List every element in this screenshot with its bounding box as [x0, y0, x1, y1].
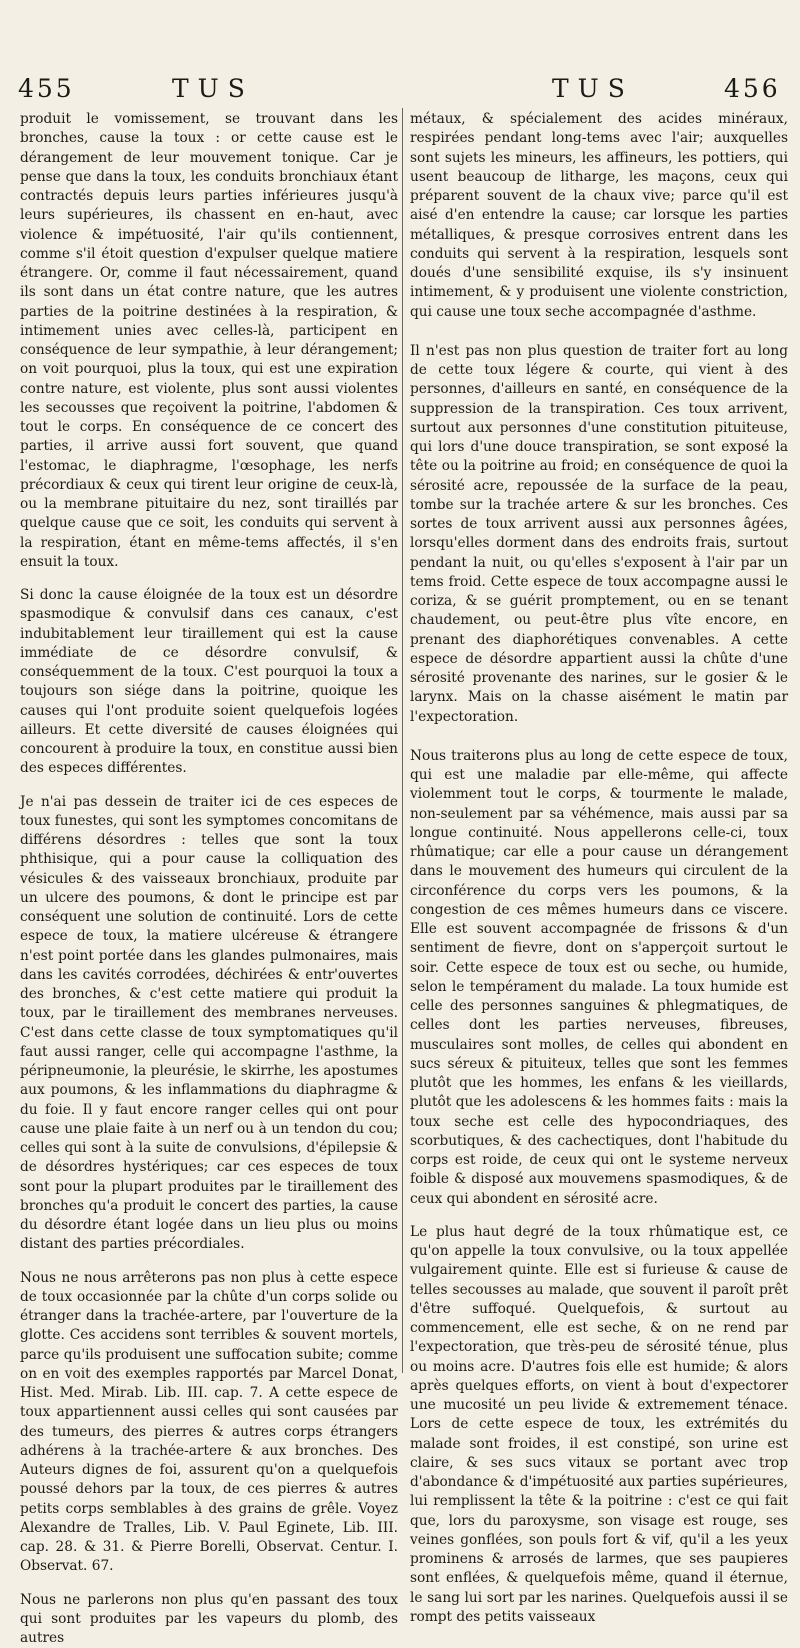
right-column — [410, 110, 788, 1390]
paragraph: Je n'ai pas dessein de traiter ici de ces especes de toux funestes, qui sont les symptomes concomitans de différens désordres : telles que sont la toux phthisique, qui a pour cause la colliquation des vésicules & des vaisseaux bronchiaux, produite par un ulcere des poumons, & dont le principe est par conséquent une solution de continuité. Lors de cette espece de toux, la matiere ulcéreuse & étrangere n'est point portée dans les glandes pulmonaires, mais dans les cavités corrodées, déchirées & entr'ouvertes des bronches, & c'est cette matiere qui produit la toux, par le tiraillement des membranes nerveuses. C'est dans cette classe de toux symptomatiques qu'il faut aussi ranger, celle qui accompagne l'asthme, la péripneumonie, la pleurésie, le skirrhe, les apostumes aux poumons, & les inflammations du diaphragme & du foie. Il y faut encore ranger celles qui ont pour cause une plaie faite à un nerf ou à un tendon du cou; celles qui sont à la suite de convulsions, d'épilepsie & de désordres hystériques; car ces especes de toux sont pour la plupart produites par le tiraillement des bronches qu'a produit le concert des parties, la cause du désordre étant logée dans un lieu plus ou moins distant des parties précordiales. — [20, 793, 398, 1255]
paragraph: métaux, & spécialement des acides minéraux, respirées pendant long-tems avec l'air; auxquelles sont sujets les mineurs, les affineurs, les pottiers, qui usent beaucoup de litharge, les maçons, ceux qui préparent souvent de la chaux vive; parce qu'il est aisé d'en entendre la cause; car lorsque les parties métalliques, & presque corrosives entrent dans les conduits qui servent à la respiration, lesquels sont doués d'une sensibilité exquise, ils s'y insinuent intimement, & y produisent une violente constriction, qui cause une toux seche accompagnée d'asthme. — [410, 110, 788, 322]
paragraph: Si donc la cause éloignée de la toux est un désordre spasmodique & convulsif dans ces canaux, c'est indubitablement leur tiraillement qui est la cause immédiate de ce désordre convulsif, & conséquemment de la toux. C'est pourquoi la toux a toujours son siége dans la poitrine, quoique les causes qui l'ont produite soient quelquefois logées ailleurs. Et cette diversité de causes éloignées qui concourent à produire la toux, en constitue aussi bien des especes différentes. — [20, 586, 398, 779]
left-page-number: 455 — [18, 74, 75, 104]
right-page-number: 456 — [724, 74, 781, 104]
paragraph: Nous ne parlerons non plus qu'en passant des toux qui sont produites par les vapeurs du plomb, des autres — [20, 1591, 398, 1648]
left-running-head: TUS — [172, 74, 254, 104]
column-divider — [402, 108, 403, 1373]
paragraph: produit le vomissement, se trouvant dans les bronches, cause la toux : or cette cause est le dérangement de leur mouvement tonique. Car je pense que dans la toux, les conduits bronchiaux étant contractés depuis leurs parties inférieures jusqu'à leurs supérieures, ils chassent en en-haut, avec violence & impétuosité, l'air qu'ils contiennent, comme s'il étoit question d'expulser quelque matiere étrangere. Or, comme il faut nécessairement, quand ils sont dans un état contre nature, que les autres parties de la poitrine destinées à la respiration, & intimement unies avec celles-là, participent en conséquence de leur sympathie, à leur dérangement; on voit pourquoi, plus la toux, qui est une expiration contre nature, est violente, plus sont aussi violentes les secousses que reçoivent la poitrine, l'abdomen & tout le corps. En conséquence de ce concert des parties, il arrive aussi fort souvent, que quand l'estomac, le diaphragme, l'œsophage, les nerfs précordiaux & ceux qui tirent leur origine de ceux-là, ou la membrane pituitaire du nez, sont tiraillés par quelque cause que ce soit, les conduits qui servent à la respiration, étant en même-tems affectés, il s'en ensuit la toux. — [20, 110, 398, 572]
running-header — [0, 74, 800, 106]
right-running-head: TUS — [552, 74, 634, 104]
paragraph: Nous traiterons plus au long de cette espece de toux, qui est une maladie par elle-même, qui affecte violemment tout le corps, & tourmente le malade, non-seulement par sa véhémence, mais aussi par sa longue continuité. Nous appellerons celle-ci, toux rhûmatique; car elle a pour cause un dérangement dans le mouvement des humeurs qui circulent de la circonférence du corps vers les poumons, & la congestion de ces mêmes humeurs dans ce viscere. Elle est souvent accompagnée de frissons & d'un sentiment de fievre, dont on s'apperçoit surtout le soir. Cette espece de toux est ou seche, ou humide, selon le tempérament du malade. La toux humide est celle des personnes sanguines & phlegmatiques, de celles dont les parties nerveuses, fibreuses, musculaires sont molles, de celles qui abondent en sucs séreux & pituiteux, telles que sont les femmes plutôt que les hommes, les enfans & les vieillards, plutôt que les adolescens & les hommes faits : mais la toux seche est celle des hypocondriaques, des scorbutiques, & des cachectiques, dont l'habitude du corps est roide, de ceux qui ont le systeme nerveux foible & disposé aux mouvemens spasmodiques, & de ceux qui abondent en sérosité acre. — [410, 747, 788, 1209]
paragraph: Il n'est pas non plus question de traiter fort au long de cette toux légere & courte, qui vient à des personnes, d'ailleurs en santé, en conséquence de la suppression de la transpiration. Ces toux arrivent, surtout aux personnes d'une constitution pituiteuse, qui lors d'une douce transpiration, se sont exposé la tête ou la poitrine au froid; en conséquence de quoi la sérosité acre, repoussée de la surface de la peau, tombe sur la trachée artere & sur les bronches. Ces sortes de toux arrivent aussi aux personnes âgées, lorsqu'elles dorment dans des endroits frais, surtout pendant la nuit, ou qu'elles s'exposent à l'air par un tems froid. Cette espece de toux accompagne aussi le coriza, & se guérit promptement, ou en se tenant chaudement, ou peut-être plus vîte encore, en prenant des diaphorétiques convenables. A cette espece de désordre appartient aussi la chûte d'une sérosité provenante des narines, sur le gosier & le larynx. Mais on la chasse aisément le matin par l'expectoration. — [410, 342, 788, 727]
left-column — [20, 110, 398, 1390]
paragraph: Le plus haut degré de la toux rhûmatique est, ce qu'on appelle la toux convulsive, ou la toux appellée vulgairement quinte. Elle est si furieuse & cause de telles secousses au malade, que souvent il paroît prêt d'être suffoqué. Quelquefois, & surtout au commencement, elle est seche, & on ne rend par l'expectoration, que très-peu de sérosité ténue, plus ou moins acre. D'autres fois elle est humide; & alors après quelques efforts, on vient à bout d'expectorer une mucosité un peu livide & extremement ténace. Lors de cette espece de toux, les extrémités du malade sont froides, il est constipé, son urine est claire, & ses sucs vitaux se portant avec trop d'abondance & d'impétuosité aux parties supérieures, lui remplissent la tête & la poitrine : c'est ce qui fait que, lors du paroxysme, son visage est rouge, ses veines gonflées, son pouls fort & vif, qu'il a les yeux prominens & arrosés de larmes, que ses paupieres sont enflées, & quelquefois même, quand il éternue, le sang lui sort par les narines. Quelquefois aussi il se rompt des petits vaisseaux — [410, 1223, 788, 1627]
paragraph: Nous ne nous arrêterons pas non plus à cette espece de toux occasionnée par la chûte d'un corps solide ou étranger dans la trachée-artere, par l'ouverture de la glotte. Ces accidens sont terribles & souvent mortels, parce qu'ils produisent une suffocation subite; comme on en voit des exemples rapportés par Marcel Donat, Hist. Med. Mirab. Lib. III. cap. 7. A cette espece de toux appartiennent aussi celles qui sont causées par des tumeurs, des pierres & autres corps étrangers adhérens à la trachée-artere & aux bronches. Des Auteurs dignes de foi, assurent qu'on a quelquefois poussé dehors par la toux, de ces pierres & autres petits corps semblables à des grains de grêle. Voyez Alexandre de Tralles, Lib. V. Paul Eginete, Lib. III. cap. 28. & 31. & Pierre Borelli, Observat. Centur. I. Observat. 67. — [20, 1269, 398, 1577]
